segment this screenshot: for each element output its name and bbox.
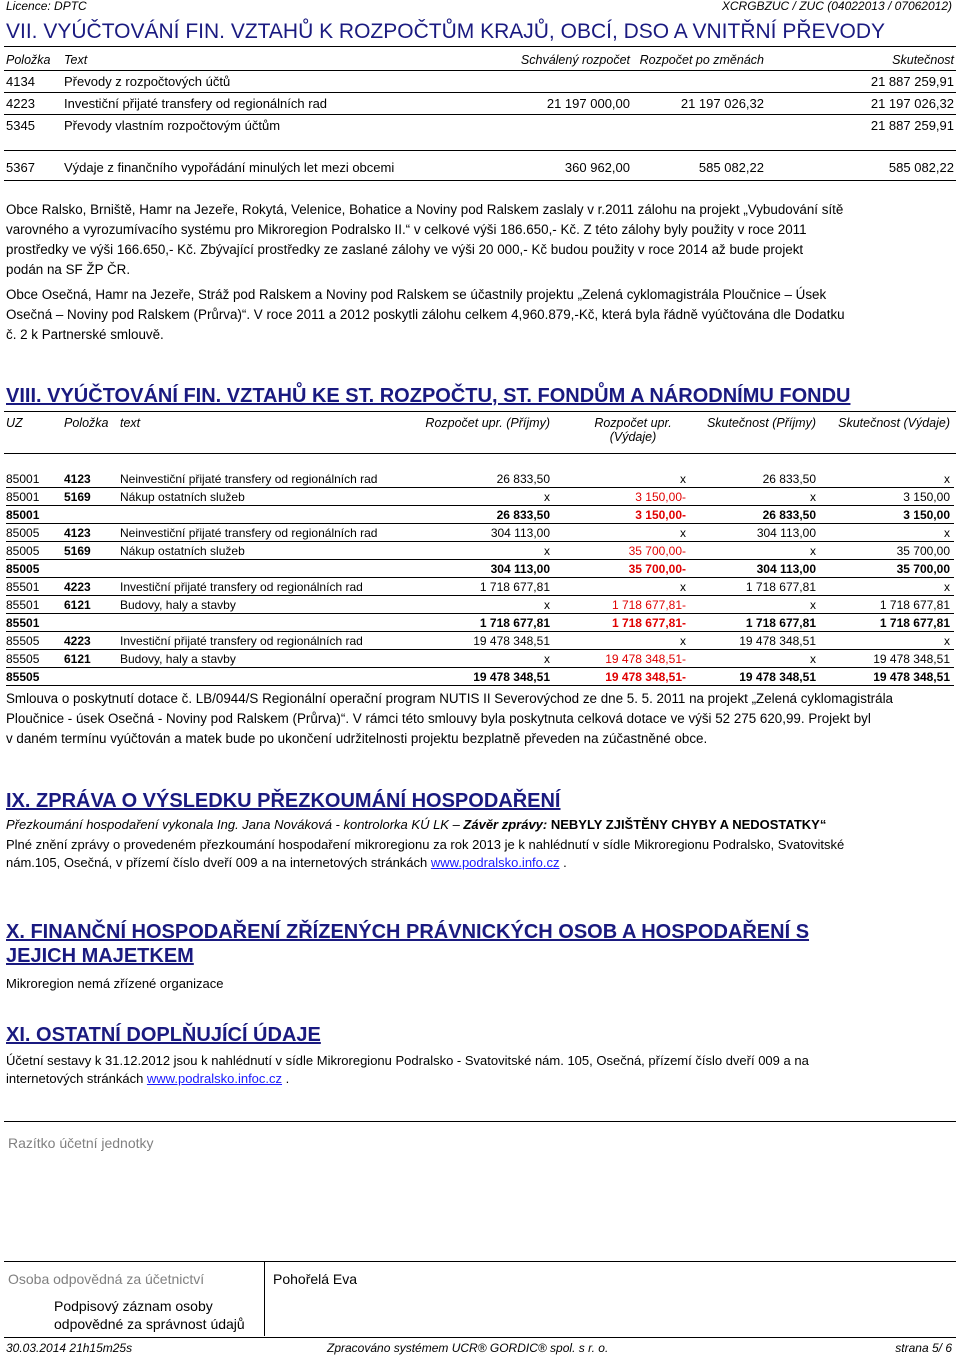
cell-rozpocet-prijmy: 26 833,50 [496,472,550,486]
cell-uz: 85005 [6,544,40,558]
col-skutecnost-prijmy: Skutečnost (Příjmy) [706,416,816,430]
table-row [6,488,954,506]
note-text: . [559,855,567,870]
note-text: nám.105, Osečná, v přízemí číslo dveří 009 a na internetových stránkách [6,855,431,870]
cell-rozpocet-vydaje: x [680,472,686,486]
note-line: varovného a vyrozumívacího systému pro Mikroregion Podralsko II.“ v celkové výši 186.650,- Kč. Z této zálohy byly použity v roce 2011 [6,222,807,237]
document-id: XCRGBZUC / ZUC (04022013 / 07062012) [721,0,952,13]
section-7-note-2 [6,285,956,345]
cell-rozpocet-vydaje: 1 718 677,81- [611,598,686,612]
cell-skutecnost-vydaje: x [944,580,950,594]
cell-rozpocet-vydaje: 3 150,00- [635,508,686,522]
cell-rozpocet-vydaje: 35 700,00- [628,544,686,558]
cell-text: Budovy, haly a stavby [120,598,236,612]
note-text: . [282,1071,290,1086]
cell-rozpocet-prijmy: 1 718 677,81 [479,616,550,630]
cell-text: Investiční přijaté transfery od regionálních rad [120,580,363,594]
table-row [6,542,954,560]
cell-text: Nákup ostatních služeb [120,544,245,558]
cell-uz: 85501 [6,616,40,630]
col-rozpocet-vydaje-line2: (Výdaje) [609,430,657,444]
cell-text: Investiční přijaté transfery od regionálních rad [120,634,363,648]
signature-label [54,1297,245,1333]
note-line [6,854,956,872]
cell-polozka: 4123 [64,526,91,540]
cell-rozpocet-vydaje: x [680,580,686,594]
responsible-person-label: Osoba odpovědná za účetnictví [8,1271,205,1287]
section-8-note [6,689,956,749]
cell-skutecnost: 585 082,22 [888,160,954,175]
section-7-note-1 [6,200,956,280]
cell-rozpocet-vydaje: x [680,634,686,648]
cell-rozpocet-vydaje: 19 478 348,51- [605,652,686,666]
note-line: prostředky ve výši 166.650,- Kč. Zbývající prostředky ze zaslané zálohy ve výši 20 000,- Kč budou použity v roce 2014 až bude projekt [6,242,804,257]
section-10-title-line: X. FINANČNÍ HOSPODAŘENÍ ZŘÍZENÝCH PRÁVNICKÝCH OSOB A HOSPODAŘENÍ S [6,921,810,943]
cell-rozpocet-prijmy: 19 478 348,51 [473,634,550,648]
table-row-total [6,506,954,524]
note-line: podán na SF ŽP ČR. [6,262,131,277]
cell-rozpocet-vydaje: 3 150,00- [635,490,686,504]
note-line: Plné znění zprávy o provedeném přezkoumání hospodaření mikroregionu za rok 2013 je k nahlédnutí v sídle Mikroregionu Podralsko, Svatovitské [6,837,845,852]
audit-conclusion: NEBYLY ZJIŠTĚNY CHYBY A NEDOSTATKY“ [547,817,827,832]
table-row [6,74,954,92]
note-line: Účetní sestavy k 31.12.2012 jsou k nahlédnutí v sídle Mikroregionu Podralsko - Svatovitské nám. 105, Osečná, přízemí číslo dveří 009 a na [6,1053,809,1068]
cell-skutecnost-prijmy: x [810,652,816,666]
note-line: v daném termínu vyúčtován a matek bude po ukončení udržitelnosti projektu bezplatně převeden na zúčastněné obce. [6,731,708,746]
footer-datetime: 30.03.2014 21h15m25s [6,1341,133,1355]
note-line: Ploučnice - úsek Osečná - Noviny pod Ralskem (Průrva)“. V rámci této smlouvy byla poskytnuta celková dotace ve výši 52 275 620,99. Projekt byl [6,711,871,726]
website-link[interactable]: www.podralsko.info.cz [430,855,560,870]
table-row [6,524,954,542]
section-8-title: VIII. VYÚČTOVÁNÍ FIN. VZTAHŮ KE ST. ROZPOČTU, ST. FONDŮM A NÁRODNÍMU FONDU [6,385,851,407]
cell-skutecnost-vydaje: 3 150,00 [903,508,950,522]
col-skutecnost-vydaje: Skutečnost (Výdaje) [838,416,950,430]
audit-performer: Přezkoumání hospodaření vykonala Ing. Jana Nováková - kontrolorka KÚ LK – [6,817,464,832]
table-row-total [6,668,954,686]
col-polozka: Položka [64,416,109,430]
cell-polozka: 6121 [64,598,91,612]
cell-polozka: 5169 [64,544,91,558]
cell-skutecnost-prijmy: 1 718 677,81 [745,580,816,594]
cell-uz: 85001 [6,490,40,504]
cell-rozpocet-prijmy: 304 113,00 [490,562,550,576]
section-8-table-header [6,416,954,450]
cell-uz: 85501 [6,598,40,612]
audit-conclusion-label: Závěr zprávy: [463,817,548,832]
cell-skutecnost-vydaje: 35 700,00 [896,544,950,558]
section-10-title-line: JEJICH MAJETKEM [6,945,194,967]
cell-uz: 85005 [6,526,40,540]
cell-skutecnost-vydaje: x [944,472,950,486]
cell-rozpocet: 21 197 026,32 [680,96,764,111]
cell-polozka: 5169 [64,490,91,504]
cell-rozpocet-vydaje: 19 478 348,51- [605,670,686,684]
col-rozpocet-prijmy: Rozpočet upr. (Příjmy) [425,416,550,430]
cell-uz: 85505 [6,670,40,684]
cell-polozka: 4223 [64,634,91,648]
note-text: internetových stránkách [6,1071,147,1086]
section-11-text [6,1052,956,1088]
footer-system: Zpracováno systémem UCR® GORDIC® spol. s r. o. [327,1341,609,1355]
cell-uz: 85501 [6,580,40,594]
cell-polozka: 4123 [64,472,91,486]
cell-rozpocet-prijmy: x [544,598,550,612]
responsible-person-name: Pohořelá Eva [273,1271,358,1287]
cell-rozpocet-prijmy: 304 113,00 [490,526,550,540]
table-row [6,160,954,178]
cell-text: Budovy, haly a stavby [120,652,236,666]
cell-skutecnost-prijmy: x [810,598,816,612]
table-row [6,118,954,136]
col-uz: UZ [6,416,23,430]
table-row-total [6,560,954,578]
section-9-title: IX. ZPRÁVA O VÝSLEDKU PŘEZKOUMÁNÍ HOSPODAŘENÍ [6,790,561,812]
table-row [6,650,954,668]
cell-schvaleny: 360 962,00 [564,160,630,175]
signature-label-line: Podpisový záznam osoby [54,1298,213,1314]
col-text: Text [64,53,88,67]
note-line: Obce Ralsko, Brniště, Hamr na Jezeře, Rokytá, Velenice, Bohatice a Noviny pod Ralskem zaslaly v r.2011 zálohu na projekt „Vybudování sítě [6,202,844,217]
signature-divider [264,1262,265,1336]
cell-skutecnost-vydaje: x [944,634,950,648]
table-row [6,470,954,488]
cell-rozpocet-prijmy: x [544,544,550,558]
cell-skutecnost-prijmy: x [810,490,816,504]
section-9-summary [6,817,826,832]
col-rozpocet-vydaje [550,416,686,444]
note-line: Osečná – Noviny pod Ralskem (Průrva)“. V roce 2011 a 2012 poskytli zálohu celkem 4,960.879,-Kč, která byla řádně vyúčtována dle Dodatku [6,307,845,322]
cell-skutecnost-vydaje: 19 478 348,51 [873,652,950,666]
col-rozpocet-po-zmenach: Rozpočet po změnách [639,53,764,67]
section-9-text [6,836,956,872]
licence-label: Licence: DPTC [6,0,87,13]
cell-rozpocet-prijmy: x [544,652,550,666]
cell-schvaleny: 21 197 000,00 [546,96,630,111]
cell-text: Neinvestiční přijaté transfery od regionálních rad [120,472,378,486]
cell-uz: 85001 [6,508,40,522]
cell-skutecnost-prijmy: x [810,544,816,558]
cell-text: Převody z rozpočtových účtů [64,74,231,89]
cell-text: Neinvestiční přijaté transfery od regionálních rad [120,526,378,540]
cell-rozpocet-prijmy: x [544,490,550,504]
cell-skutecnost-prijmy: 26 833,50 [762,472,816,486]
cell-skutecnost-vydaje: 3 150,00 [903,490,950,504]
cell-skutecnost: 21 887 259,91 [870,74,954,89]
cell-skutecnost-prijmy: 304 113,00 [756,562,816,576]
note-line: Smlouva o poskytnutí dotace č. LB/0944/S Regionální operační program NUTIS II Severovýchod ze dne 5. 5. 2011 na projekt „Zelená cyklomagistrála [6,691,893,706]
stamp-label: Razítko účetní jednotky [8,1135,154,1151]
cell-polozka: 4223 [64,580,91,594]
cell-skutecnost-prijmy: 304 113,00 [756,526,816,540]
signature-label-line: odpovědné za správnost údajů [54,1316,245,1332]
col-skutecnost: Skutečnost [892,53,954,67]
cell-skutecnost-vydaje: 1 718 677,81 [879,598,950,612]
col-text: text [120,416,141,430]
section-8-table-body [6,470,954,686]
table-row [6,96,954,114]
cell-rozpocet-prijmy: 26 833,50 [496,508,550,522]
section-10-text: Mikroregion nemá zřízené organizace [6,976,224,991]
col-polozka: Položka [6,53,51,67]
table-row [6,632,954,650]
cell-polozka: 4223 [6,96,35,111]
cell-rozpocet: 585 082,22 [698,160,764,175]
cell-rozpocet-prijmy: 1 718 677,81 [479,580,550,594]
cell-skutecnost-prijmy: 1 718 677,81 [745,616,816,630]
table-row-total [6,614,954,632]
cell-polozka: 5345 [6,118,35,133]
note-line [6,1070,956,1088]
cell-text: Investiční přijaté transfery od regionálních rad [64,96,328,111]
cell-skutecnost-vydaje: 35 700,00 [896,562,950,576]
cell-skutecnost-vydaje: x [944,526,950,540]
cell-uz: 85005 [6,562,40,576]
cell-skutecnost: 21 197 026,32 [870,96,954,111]
cell-skutecnost-prijmy: 19 478 348,51 [739,670,816,684]
website-link[interactable]: www.podralsko.infoc.cz [146,1071,283,1086]
cell-text: Převody vlastním rozpočtovým účtům [64,118,281,133]
cell-skutecnost-prijmy: 19 478 348,51 [739,634,816,648]
cell-skutecnost-prijmy: 26 833,50 [762,508,816,522]
col-rozpocet-vydaje-line1: Rozpočet upr. [594,416,672,430]
table-row [6,596,954,614]
cell-skutecnost-vydaje: 1 718 677,81 [879,616,950,630]
section-10-title [6,920,809,968]
cell-skutecnost: 21 887 259,91 [870,118,954,133]
cell-polozka: 4134 [6,74,35,89]
cell-rozpocet-vydaje: 35 700,00- [628,562,686,576]
cell-uz: 85505 [6,652,40,666]
table-row [6,578,954,596]
cell-text: Nákup ostatních služeb [120,490,245,504]
cell-skutecnost-vydaje: 19 478 348,51 [873,670,950,684]
col-schvaleny: Schválený rozpočet [520,53,630,67]
cell-polozka: 5367 [6,160,35,175]
cell-rozpocet-prijmy: 19 478 348,51 [473,670,550,684]
section-11-title: XI. OSTATNÍ DOPLŇUJÍCÍ ÚDAJE [6,1024,321,1046]
cell-uz: 85505 [6,634,40,648]
cell-rozpocet-vydaje: 1 718 677,81- [611,616,686,630]
footer-page-number: strana 5/ 6 [895,1341,952,1355]
cell-polozka: 6121 [64,652,91,666]
section-7-table-header [6,53,954,69]
cell-uz: 85001 [6,472,40,486]
note-line: č. 2 k Partnerské smlouvě. [6,327,164,342]
section-7-title: VII. VYÚČTOVÁNÍ FIN. VZTAHŮ K ROZPOČTŮM KRAJŮ, OBCÍ, DSO A VNITŘNÍ PŘEVODY [6,20,886,43]
note-line: Obce Osečná, Hamr na Jezeře, Stráž pod Ralskem a Noviny pod Ralskem se účastnily projektu „Zelená cyklomagistrála Ploučnice – Úsek [6,287,827,302]
cell-text: Výdaje z finančního vypořádání minulých let mezi obcemi [64,160,395,175]
cell-rozpocet-vydaje: x [680,526,686,540]
